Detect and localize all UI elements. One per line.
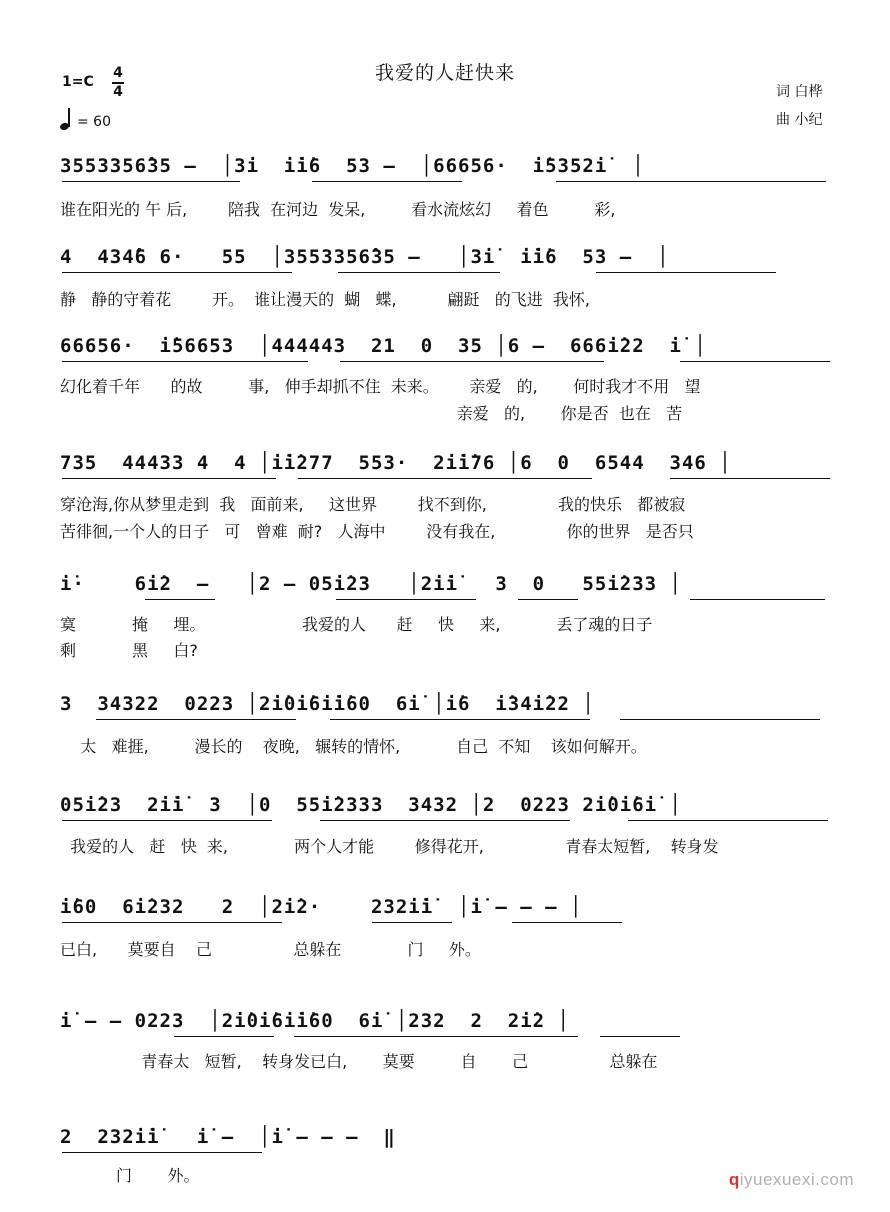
beam-line [62, 361, 308, 362]
beam-line [620, 719, 820, 720]
beam-line [512, 922, 622, 923]
watermark-logo: q [728, 1170, 740, 1189]
notation-line: 735 44433 4 4 │i̇i̇277 553· 2i̇i̇76 │6 0 6544 346 │ [60, 452, 732, 474]
beam-line [62, 272, 292, 273]
beam-line [628, 820, 828, 821]
beam-line [145, 599, 215, 600]
song-title: 我爱的人赶快来 [374, 62, 515, 84]
beam-line [96, 719, 296, 720]
beam-line [596, 272, 776, 273]
beam-line [294, 1036, 578, 1037]
lyric-line: 苦徘徊,一个人的日子 可 曾难 耐? 人海中 没有我在, 你的世界 是否只 [60, 522, 694, 541]
beam-line [518, 599, 578, 600]
beam-line [62, 478, 276, 479]
time-signature [112, 66, 124, 100]
beam-line [330, 719, 590, 720]
lyric-line: 静 静的守着花 开。 谁让漫天的 蝴 蝶, 翩跹 的飞进 我怀, [60, 290, 591, 309]
beam-line [298, 478, 592, 479]
watermark-text: iyuexuexi.com [739, 1170, 854, 1189]
credits [776, 78, 822, 134]
lyric-line: 剩 黑 白? [60, 641, 198, 660]
notation-line: 4 434̂6 6· 55 │3553356̂35 – │3i̇ i̇i̇6 53 – │ [60, 246, 670, 268]
lyric-line: 幻化着千年 的故 事, 伸手却抓不住 未来。 亲爱 的, 何时我才不用 望 [60, 377, 701, 396]
tempo-marking [60, 108, 111, 130]
lyric-line: 我爱的人 赶 快 来, 两个人才能 修得花开, 青春太短暂, 转身发 [60, 837, 719, 856]
beam-line [62, 922, 282, 923]
notation-line: 05i̇23 2i̇i̇ 3 │0 55i̇2333 3432 │2 0223 2i̇0i̇6i̇ │ [60, 794, 682, 816]
notation-line: 3 34322 0223 │2i̇0i̇6i̇i̇60 6i̇ │i̇6 i̇34i̇22 │ [60, 693, 595, 715]
time-signature-bottom: 4 [113, 84, 123, 100]
lyric-line: 青春太 短暂, 转身发已白, 莫要 自 己 总躲在 [60, 1052, 658, 1071]
beam-line [690, 599, 825, 600]
composer: 曲 小纪 [776, 112, 823, 128]
lyric-line: 寞 掩 埋。 我爱的人 赶 快 来, 丢了魂的日子 [60, 615, 653, 634]
key-signature: 1=C [62, 74, 94, 90]
beam-line [62, 181, 240, 182]
time-signature-top: 4 [113, 65, 123, 81]
beam-line [670, 478, 830, 479]
lyricist: 词 白桦 [776, 84, 823, 100]
beam-line [174, 1036, 274, 1037]
notation-line: i̇ – – 0223 │2i̇0i̇6i̇i̇60 6i̇ │232 2 2i̇2 │ [60, 1010, 570, 1032]
lyric-line: 穿沧海,你从梦里走到 我 面前来, 这世界 找不到你, 我的快乐 都被寂 [60, 495, 686, 514]
beam-line [62, 820, 272, 821]
lyric-line: 太 难捱, 漫长的 夜晚, 辗转的情怀, 自己 不知 该如何解开。 [60, 737, 647, 756]
lyric-line: 谁在阳光的 午 后, 陪我 在河边 发呆, 看水流炫幻 着色 彩, [60, 200, 616, 219]
notation-line: 3553356̂35 – │3i i̇i̇6 53 – │66656· i̇5352i̇ │ [60, 155, 645, 177]
beam-line [62, 1152, 262, 1153]
notation-line: 66656· i̇56653 │444443 21 0 35 │6 – 666i̇22 i̇ │ [60, 335, 707, 357]
notation-line: i̇60 6i̇232 2 │2i̇2· 232i̇i̇ │i̇ – – – │ [60, 896, 583, 918]
lyric-line: 已白, 莫要自 己 总躲在 门 外。 [60, 940, 481, 959]
beam-line [338, 272, 500, 273]
beam-line [556, 181, 826, 182]
notation-line: i̇· 6i̇2 – │2 – 05i̇23 │2i̇i̇ 3 0 55i̇233 │ [60, 573, 682, 595]
beam-line [312, 181, 462, 182]
lyric-line: 门 外。 [60, 1166, 200, 1185]
beam-line [320, 820, 570, 821]
tempo-value: = 60 [77, 114, 111, 130]
quarter-note-icon [60, 108, 74, 130]
lyric-line: 亲爱 的, 你是否 也在 苦 [60, 404, 683, 423]
beam-line [340, 361, 604, 362]
beam-line [600, 1036, 680, 1037]
notation-line: 2 232i̇i̇ i̇ – │i̇ – – – ‖ [60, 1126, 396, 1148]
beam-line [372, 922, 452, 923]
site-watermark [729, 1170, 854, 1190]
beam-line [680, 361, 830, 362]
beam-line [336, 599, 476, 600]
